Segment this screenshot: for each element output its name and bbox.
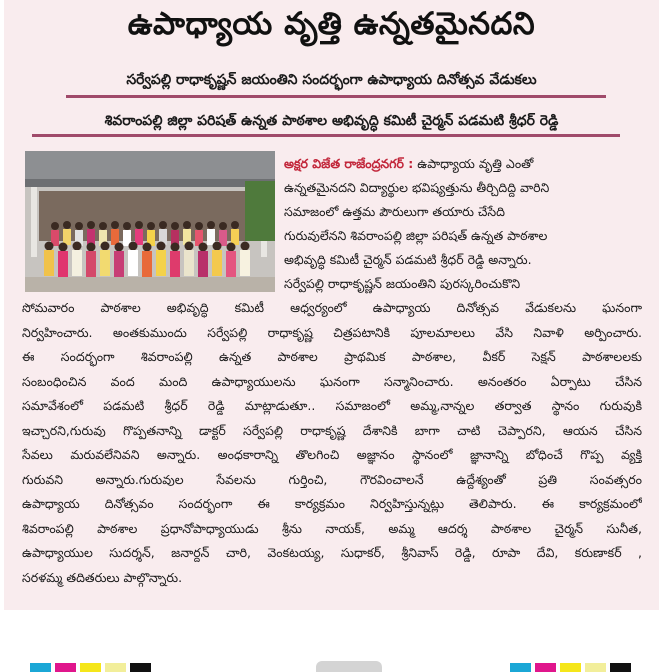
color-swatch (535, 663, 556, 672)
lead-line (284, 152, 644, 176)
registration-marks-right (510, 663, 635, 672)
divider-rule (32, 134, 620, 137)
body-line: నిర్వహించారు. అంతకుముందు సర్వేపల్లి రాధాకృష్ణ చిత్రపటానికి పూలమాలలు వేసి నివాళి అర్పించారు. (22, 324, 642, 340)
color-swatch (610, 663, 631, 672)
body-paragraph (22, 296, 642, 590)
divider-rule (66, 95, 606, 98)
subheading-jayanti: సర్వేపల్లి రాధాకృష్ణన్ జయంతిని సందర్భంగా ఉపాధ్యాయ దినోత్సవ వేడుకలు (126, 72, 537, 88)
body-line: గురువని అన్నారు.గురువుల సేవలను గుర్తించి, గౌరవించాలనే ఉద్దేశ్యంతో ప్రతి సంవత్సరం (22, 471, 642, 487)
dateline: అక్షర విజేత రాజేంద్రనగర్ : (284, 156, 414, 171)
lead-line: అభివృద్ధి కమిటీ చైర్మన్ పడమటి శ్రీధర్ రెడ్డి అన్నారు. (284, 252, 532, 267)
headline: ఉపాధ్యాయ వృత్తి ఉన్నతమైనదని (127, 6, 536, 42)
color-swatch (130, 663, 151, 672)
registration-mark-center (316, 661, 382, 672)
color-swatch (55, 663, 76, 672)
lead-line: గురువులేనని శివరాంపల్లి జిల్లా పరిషత్ ఉన్నత పాఠశాల (284, 228, 548, 243)
body-line: సోమవారం పాఠశాల అభివృద్ధి కమిటీ ఆధ్వర్యంలో ఉపాధ్యాయ దినోత్సవ వేడుకలను ఘనంగా (22, 300, 642, 315)
body-line: ఉపాధ్యాయ దినోత్సవం సందర్భంగా ఈ కార్యక్రమం నిర్వహిస్తున్నట్లు తెలిపారు. ఈ కార్యక్రమంలో (22, 496, 642, 511)
lead-line: సర్వేపల్లి రాధాకృష్ణన్ జయంతిని పురస్కరించుకొని (284, 276, 521, 291)
lead-line: సమాజంలో ఉత్తమ పౌరులుగా తయారు చేసేది (284, 204, 505, 219)
color-swatch (105, 663, 126, 672)
registration-marks-left (30, 663, 155, 672)
color-swatch (30, 663, 51, 672)
news-article (4, 0, 659, 610)
body-line: ఇచ్చారని,గురువు గొప్పతనాన్ని డాక్టర్ సర్వేపల్లి రాధాకృష్ణ దేశానికి బాగా చాటి చెప్పారని, ఆయన చేసిన (22, 422, 642, 438)
lead-line-text: ఉపాధ్యాయ వృత్తి ఎంతో (417, 156, 534, 171)
color-swatch (585, 663, 606, 672)
group-photo (25, 151, 275, 292)
body-line: ఉపాధ్యాయుల సుదర్శన్, జనార్దన్ చారి, వెంకటయ్య, సుధాకర్, శ్రీనివాస్ రెడ్డి, రూపా దేవి, కరుణాకర్ , (22, 545, 642, 560)
body-line: సరళమ్మ తదితరులు పాల్గొన్నారు. (22, 569, 183, 585)
body-line: ఈ సందర్భంగా శివరాంపల్లి ఉన్నత పాఠశాల ప్రాథమిక పాఠశాల, వీకర్ సెక్షన్ పాఠశాలలకు (22, 349, 642, 364)
color-swatch (510, 663, 531, 672)
body-line: సమావేశంలో పడమటి శ్రీధర్ రెడ్డి మాట్లాడుతూ.. సమాజంలో అమ్మ,నాన్నల తర్వాత స్థానం గురువుకి (22, 398, 642, 413)
subheading-chairman: శివరాంపల్లి జిల్లా పరిషత్ ఉన్నత పాఠశాల అభివృద్ధి కమిటీ చైర్మన్ పడమటి శ్రీధర్ రెడ్డి (104, 113, 559, 129)
lead-paragraph (284, 152, 644, 296)
body-line: శివరాంపల్లి పాఠశాల ప్రధానోపాధ్యాయుడు శ్రీను నాయక్, అమ్మ ఆదర్శ పాఠశాల చైర్మన్ సునీత, (22, 520, 642, 536)
body-line: సేవలు మరువలేనివని అన్నారు. అంధకారాన్ని తొలగించి అజ్ఞానం స్థానంలో జ్ఞానాన్ని బోధించే గొప్ప వ్యక్తి (22, 447, 642, 462)
lead-line: ఉన్నతమైనదని విద్యార్థుల భవిష్యత్తును తీర్చిదిద్ది వారిని (284, 180, 550, 195)
color-swatch (80, 663, 101, 672)
body-line: సంబంధించిన వంద మంది ఉపాధ్యాయులను ఘనంగా సన్మానించారు. అనంతరం ఏర్పాటు చేసిన (22, 373, 642, 389)
color-swatch (560, 663, 581, 672)
